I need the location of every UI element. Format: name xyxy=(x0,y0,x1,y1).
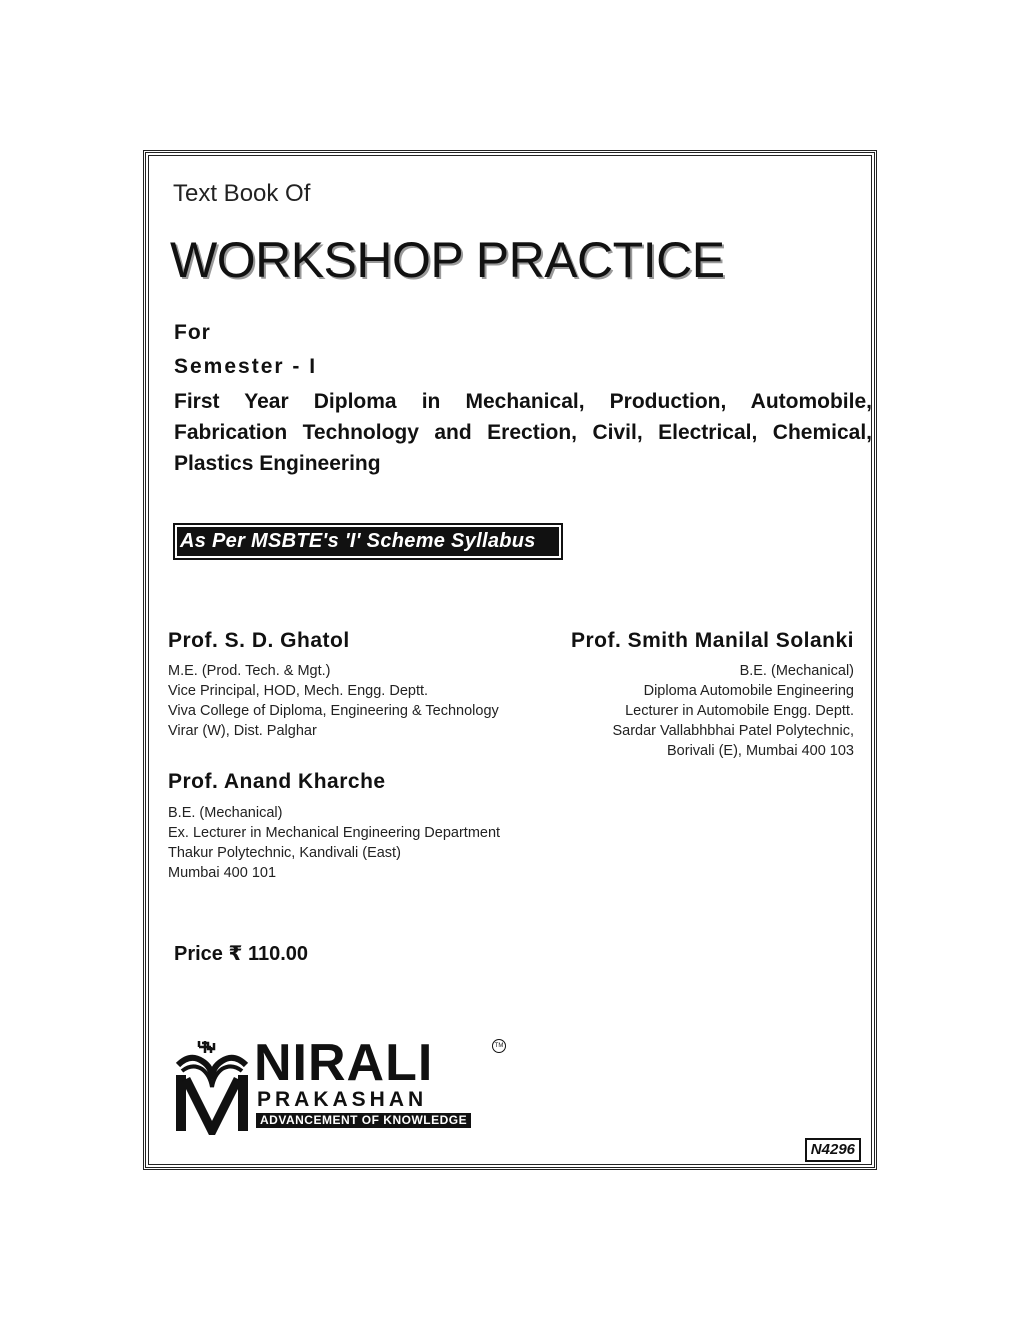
author-name-ghatol: Prof. S. D. Ghatol xyxy=(168,629,350,652)
author-details-kharche xyxy=(168,803,500,883)
syllabus-badge xyxy=(173,523,563,560)
author-detail-line: M.E. (Prod. Tech. & Mgt.) xyxy=(168,663,331,679)
author-detail-line: Sardar Vallabhbhai Patel Polytechnic, xyxy=(612,723,854,739)
syllabus-badge-text: As Per MSBTE's 'I' Scheme Syllabus xyxy=(177,527,559,556)
author-detail-line: Mumbai 400 101 xyxy=(168,865,277,881)
author-details-solanki xyxy=(612,661,854,761)
publisher-subname: PRAKASHAN xyxy=(257,1088,428,1111)
author-name-solanki: Prof. Smith Manilal Solanki xyxy=(570,629,854,652)
author-detail-line: Virar (W), Dist. Palghar xyxy=(168,723,317,739)
author-detail-line: Viva College of Diploma, Engineering & Technology xyxy=(168,703,499,719)
author-detail-line: B.E. (Mechanical) xyxy=(739,663,854,679)
author-detail-line: Ex. Lecturer in Mechanical Engineering Department xyxy=(168,825,501,841)
book-title: WORKSHOP PRACTICE xyxy=(170,232,725,288)
author-detail-line: Lecturer in Automobile Engg. Deptt. xyxy=(625,703,854,719)
author-detail-line: Diploma Automobile Engineering xyxy=(643,683,854,699)
book-code: N4296 xyxy=(805,1138,861,1162)
author-details-ghatol xyxy=(168,661,499,741)
author-detail-line: Vice Principal, HOD, Mech. Engg. Deptt. xyxy=(168,683,429,699)
author-detail-line: Borivali (E), Mumbai 400 103 xyxy=(667,743,854,759)
author-detail-line: B.E. (Mechanical) xyxy=(168,805,283,821)
publisher-name: NIRALI xyxy=(254,1034,434,1092)
author-name-kharche: Prof. Anand Kharche xyxy=(168,770,386,793)
text-book-of-label: Text Book Of xyxy=(173,180,311,207)
cover-frame xyxy=(143,150,877,1170)
publisher-logo xyxy=(172,1035,512,1135)
author-detail-line: Thakur Polytechnic, Kandivali (East) xyxy=(168,845,401,861)
publisher-emblem-icon xyxy=(172,1035,252,1135)
price: Price ₹ 110.00 xyxy=(174,943,309,965)
semester-label: Semester - I xyxy=(174,355,318,378)
course-description: First Year Diploma in Mechanical, Production, Automobile, Fabrication Technology and Erection, Civil, Electrical, Chemical, Plastics Engineering xyxy=(174,390,872,475)
trademark-symbol: TM xyxy=(492,1039,506,1053)
for-label: For xyxy=(174,321,211,344)
publisher-tagline: ADVANCEMENT OF KNOWLEDGE xyxy=(256,1113,471,1128)
